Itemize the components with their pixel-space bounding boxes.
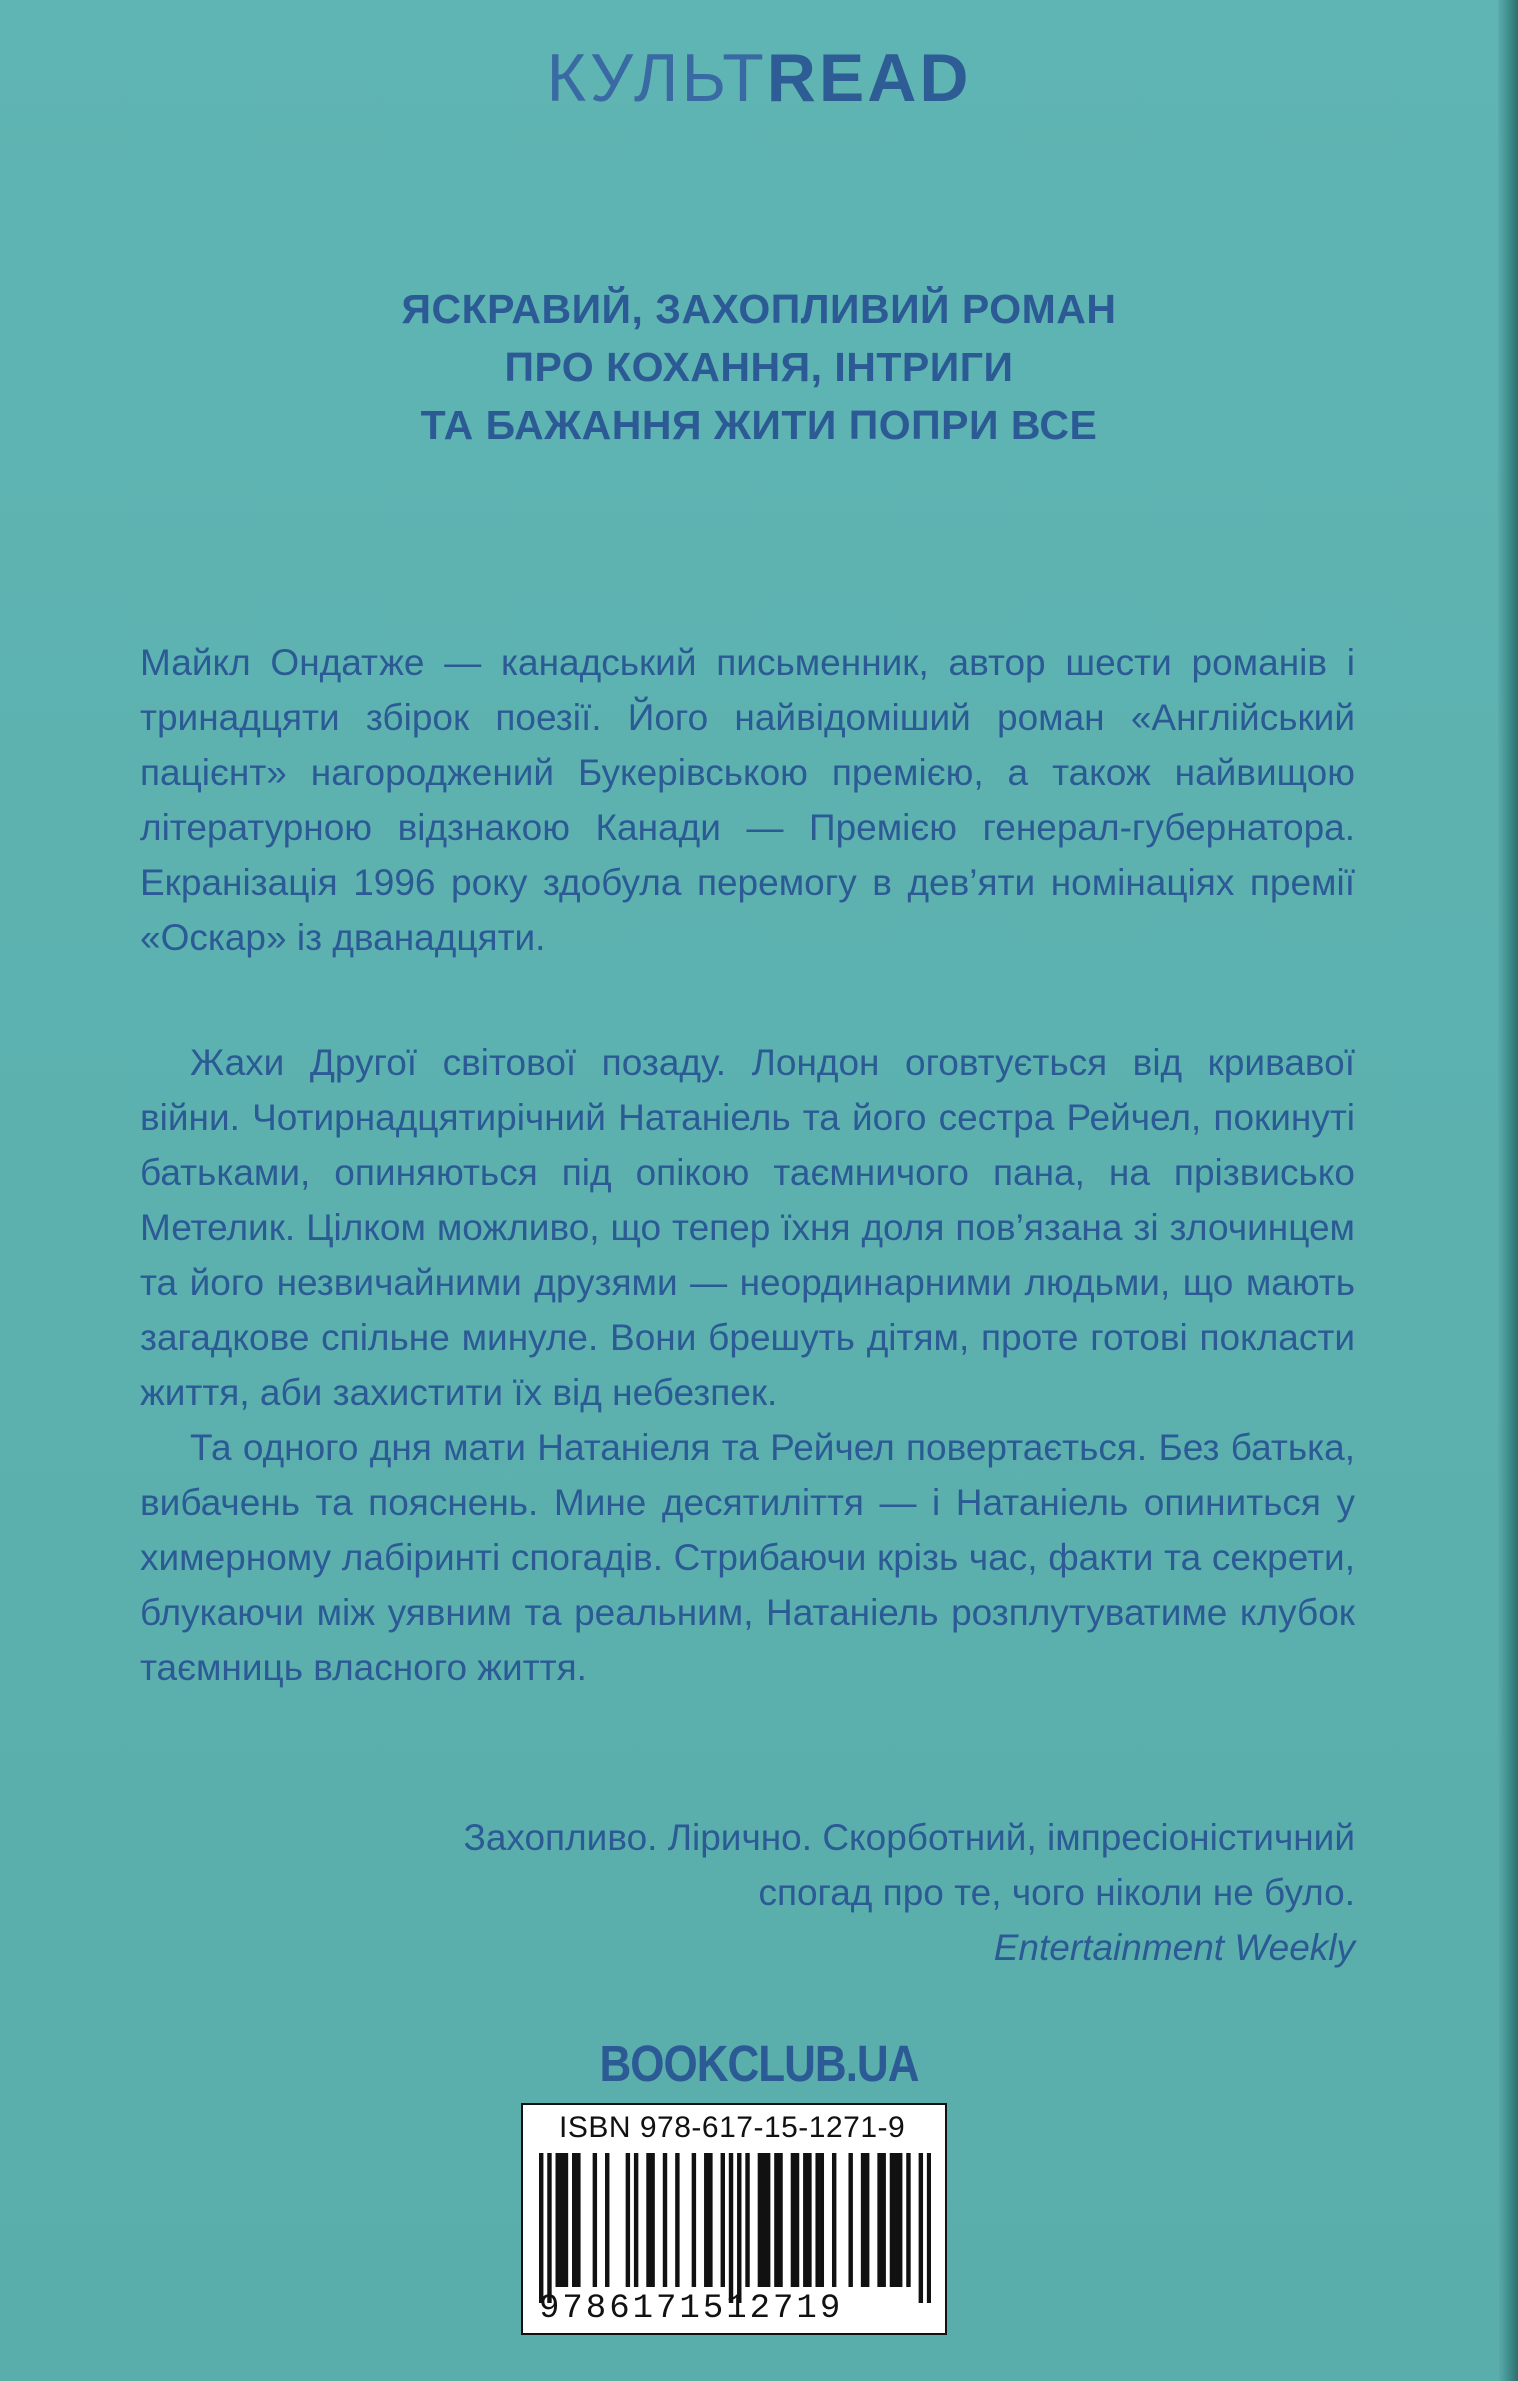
tagline-line: ПРО КОХАННЯ, ІНТРИГИ [504,344,1014,390]
barcode-digits: 9786171512719 [539,2290,844,2328]
barcode-bar [675,2153,679,2287]
barcode-bar [560,2153,564,2287]
barcode-bar [547,2153,551,2303]
barcode-bar [927,2153,931,2303]
barcode-bar [861,2153,865,2287]
barcode-bar [894,2153,898,2287]
quote-source: Entertainment Weekly [993,1927,1355,1968]
barcode-bar [704,2153,708,2287]
synopsis-paragraph: Та одного дня мати Натаніеля та Рейчел повертається. Без батька, вибачень та пояснень. Мине десятиліття — і Натаніель опиниться у химерному лабіринті спогадів. Стрибаючи крізь час, факти та секрети, блукаючи між уявним та реальним, Натаніель розплутуватиме клубок таємниць власного життя. [140,1427,1355,1688]
isbn-label: ISBN 978-617-15-1271-9 [559,2111,906,2144]
barcode-bar [881,2153,885,2287]
review-quote [140,1810,1355,1975]
barcode-bar [564,2153,568,2287]
publisher-site: BOOKCLUB.UA [599,2036,919,2093]
barcode-bar [832,2153,836,2287]
barcode-bar [745,2153,749,2287]
barcode-bar [646,2153,650,2287]
barcode-bar [815,2153,819,2287]
barcode-bar [820,2153,824,2287]
barcode-bar [848,2153,852,2287]
barcode-bar [650,2153,654,2287]
quote-line: Захопливо. Лірично. Скорботний, імпресіоністичний [463,1817,1355,1858]
series-logo-bold: READ [766,40,972,116]
tagline-line: ТА БАЖАННЯ ЖИТИ ПОПРИ ВСЕ [420,402,1098,448]
barcode-bar [663,2153,667,2287]
synopsis [140,1035,1355,1695]
barcode-bar [795,2153,799,2287]
barcode-bar [593,2153,597,2287]
tagline-line: ЯСКРАВИЙ, ЗАХОПЛИВИЙ РОМАН [401,286,1117,332]
barcode-bar [906,2153,910,2287]
barcode-bar [877,2153,881,2287]
barcode-bar [890,2153,894,2287]
barcode-bar [737,2153,741,2303]
barcode-bar [778,2153,782,2287]
barcode-bar [774,2153,778,2287]
barcode-bar [865,2153,869,2287]
barcode-bar [572,2153,576,2287]
barcode-bar [539,2153,543,2303]
barcode-bar [605,2153,609,2287]
series-logo-light: КУЛЬТ [546,40,767,116]
quote-line: спогад про те, чого ніколи не було. [758,1872,1355,1913]
barcode-graphic [539,2153,931,2303]
barcode-bar [729,2153,733,2303]
barcode-bar [762,2153,766,2287]
barcode-bar [721,2153,725,2287]
barcode-bar [766,2153,770,2287]
barcode-bar [807,2153,811,2287]
barcode-bar [758,2153,762,2287]
isbn-barcode-box [521,2103,947,2335]
barcode-bar [634,2153,638,2287]
barcode-bar [791,2153,795,2287]
barcode-bar [919,2153,923,2303]
about-author: Майкл Ондатже — канадський письменник, автор шести романів і тринадцяти збірок поезії. Його найвідоміший роман «Англійський пацієнт» нагороджений Букерівською премією, а також найвищою літературною відзнакою Канади — Премією генерал-губернатора. Екранізація 1996 року здобула перемогу в дев’яти номінаціях премії «Оскар» із дванадцяти. [140,642,1355,958]
barcode-bar [692,2153,696,2287]
series-logo [0,40,1518,116]
tagline [0,280,1518,454]
synopsis-paragraph: Жахи Другої світової позаду. Лондон оговтується від кривавої війни. Чотирнадцятирічний Натаніель та його сестра Рейчел, покинуті батьками, опиняються під опікою таємничого пана, на прізвисько Метелик. Цілком можливо, що тепер їхня доля пов’язана зі злочинцем та його незвичайними друзями — неординарними людьми, що мають загадкове спільне минуле. Вони брешуть дітям, проте готові покласти життя, аби захистити їх від небезпек. [140,1042,1355,1413]
barcode-bar [556,2153,560,2287]
barcode-bar [576,2153,580,2287]
barcode-bar [803,2153,807,2287]
barcode-bar [898,2153,902,2287]
barcode-bar [626,2153,630,2287]
barcode-bar [708,2153,712,2287]
